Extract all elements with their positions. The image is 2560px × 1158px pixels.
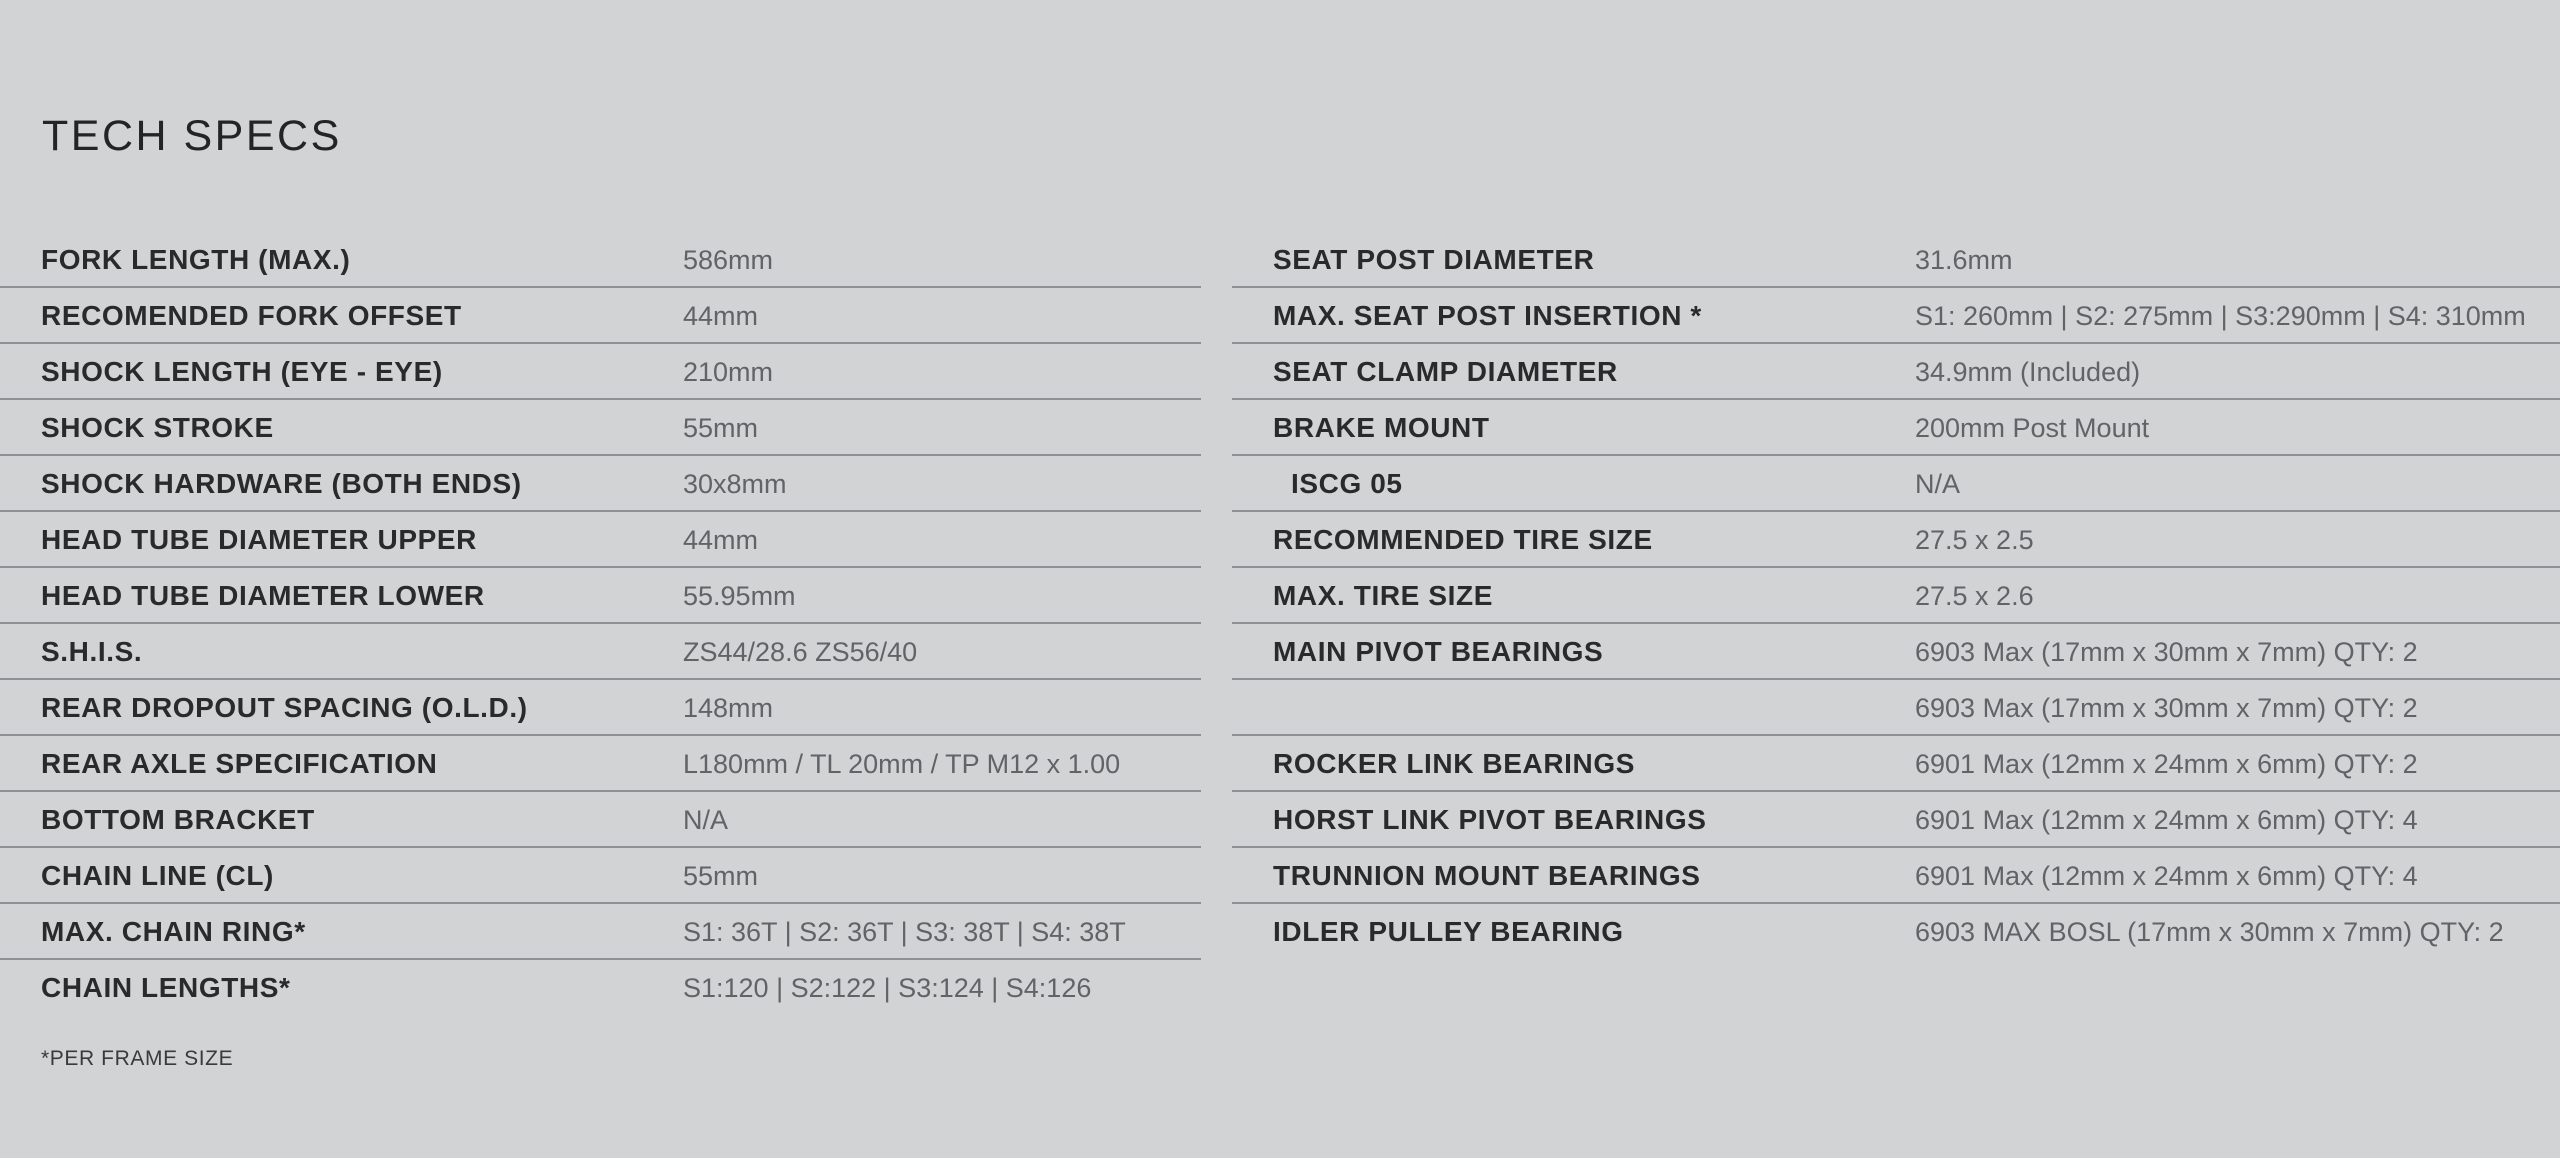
spec-label: SEAT CLAMP DIAMETER xyxy=(1273,356,1618,387)
spec-value: 34.9mm (Included) xyxy=(1915,357,2141,387)
spec-value: 6901 Max (12mm x 24mm x 6mm) QTY: 2 xyxy=(1915,749,2418,779)
spec-value: 31.6mm xyxy=(1915,245,2013,275)
spec-label: MAX. CHAIN RING* xyxy=(41,916,306,947)
spec-value: 30x8mm xyxy=(683,469,787,499)
spec-label: BRAKE MOUNT xyxy=(1273,412,1490,443)
spec-row-max-tire xyxy=(1232,568,2560,624)
spec-label: HORST LINK PIVOT BEARINGS xyxy=(1273,804,1707,835)
spec-value: 6903 Max (17mm x 30mm x 7mm) QTY: 2 xyxy=(1915,637,2418,667)
spec-label: REAR AXLE SPECIFICATION xyxy=(41,748,438,779)
spec-label: SHOCK HARDWARE (BOTH ENDS) xyxy=(41,468,522,499)
spec-row-shock-stroke xyxy=(0,400,1201,456)
spec-value: 586mm xyxy=(683,245,774,275)
spec-row-shock-hardware xyxy=(0,456,1201,512)
spec-row-horst-link-bearings xyxy=(1232,792,2560,848)
spec-row-fork-offset xyxy=(0,288,1201,344)
spec-label: SEAT POST DIAMETER xyxy=(1273,244,1595,275)
spec-row-shock-length xyxy=(0,344,1201,400)
spec-label: RECOMMENDED TIRE SIZE xyxy=(1273,524,1653,555)
spec-label: FORK LENGTH (MAX.) xyxy=(41,244,351,275)
spec-row-main-pivot-bearings-2 xyxy=(1232,680,2560,736)
spec-label: S.H.I.S. xyxy=(41,636,143,667)
spec-value: 210mm xyxy=(683,357,774,387)
spec-row-head-tube-lower xyxy=(0,568,1201,624)
spec-value: 55mm xyxy=(683,861,759,891)
spec-label: IDLER PULLEY BEARING xyxy=(1273,916,1624,947)
spec-value: 6901 Max (12mm x 24mm x 6mm) QTY: 4 xyxy=(1915,805,2418,835)
spec-value: 44mm xyxy=(683,525,759,555)
spec-value: 200mm Post Mount xyxy=(1915,413,2150,443)
spec-label: HEAD TUBE DIAMETER UPPER xyxy=(41,524,477,555)
spec-value: 148mm xyxy=(683,693,774,723)
spec-row-chain-line xyxy=(0,848,1201,904)
spec-value: 55mm xyxy=(683,413,759,443)
spec-row-main-pivot-bearings xyxy=(1232,624,2560,680)
spec-label: HEAD TUBE DIAMETER LOWER xyxy=(41,580,485,611)
spec-row-brake-mount xyxy=(1232,400,2560,456)
spec-value: L180mm / TL 20mm / TP M12 x 1.00 xyxy=(683,749,1121,779)
spec-label: MAX. TIRE SIZE xyxy=(1273,580,1493,611)
spec-row-rear-axle xyxy=(0,736,1201,792)
spec-label: BOTTOM BRACKET xyxy=(41,804,315,835)
spec-label: ROCKER LINK BEARINGS xyxy=(1273,748,1636,779)
spec-label: MAX. SEAT POST INSERTION * xyxy=(1273,300,1702,331)
spec-row-idler-pulley-bearing xyxy=(1232,904,2560,960)
spec-row-head-tube-upper xyxy=(0,512,1201,568)
spec-row-shis xyxy=(0,624,1201,680)
spec-label: RECOMENDED FORK OFFSET xyxy=(41,300,462,331)
spec-label: TRUNNION MOUNT BEARINGS xyxy=(1273,860,1701,891)
spec-value: 44mm xyxy=(683,301,759,331)
spec-label: SHOCK STROKE xyxy=(41,412,274,443)
spec-row-fork-length xyxy=(0,232,1201,288)
page-title: TECH SPECS xyxy=(42,112,342,160)
spec-row-iscg xyxy=(1232,456,2560,512)
spec-value: 55.95mm xyxy=(683,581,796,611)
specs-table-left xyxy=(0,232,1201,1016)
spec-row-max-chain-ring xyxy=(0,904,1201,960)
specs-table-right xyxy=(1232,232,2560,960)
spec-value: ZS44/28.6 ZS56/40 xyxy=(683,637,918,667)
spec-value: N/A xyxy=(1915,469,1961,499)
spec-label: ISCG 05 xyxy=(1291,468,1403,499)
spec-label: REAR DROPOUT SPACING (O.L.D.) xyxy=(41,692,528,723)
spec-row-chain-lengths xyxy=(0,960,1201,1016)
spec-row-seat-post-diameter xyxy=(1232,232,2560,288)
spec-row-recommended-tire xyxy=(1232,512,2560,568)
spec-label: MAIN PIVOT BEARINGS xyxy=(1273,636,1604,667)
spec-row-trunnion-mount-bearings xyxy=(1232,848,2560,904)
spec-row-rear-dropout-spacing xyxy=(0,680,1201,736)
spec-value: 6901 Max (12mm x 24mm x 6mm) QTY: 4 xyxy=(1915,861,2418,891)
spec-value: S1: 36T | S2: 36T | S3: 38T | S4: 38T xyxy=(683,917,1126,947)
spec-value: S1: 260mm | S2: 275mm | S3:290mm | S4: 310mm xyxy=(1915,301,2526,331)
spec-value: 27.5 x 2.6 xyxy=(1915,581,2034,611)
spec-value: 27.5 x 2.5 xyxy=(1915,525,2034,555)
spec-row-seat-clamp xyxy=(1232,344,2560,400)
spec-row-bottom-bracket xyxy=(0,792,1201,848)
spec-row-rocker-link-bearings xyxy=(1232,736,2560,792)
spec-label: CHAIN LINE (CL) xyxy=(41,860,274,891)
spec-label: SHOCK LENGTH (EYE - EYE) xyxy=(41,356,443,387)
spec-value: 6903 Max (17mm x 30mm x 7mm) QTY: 2 xyxy=(1915,693,2418,723)
footnote: *PER FRAME SIZE xyxy=(41,1047,234,1070)
spec-value: N/A xyxy=(683,805,729,835)
spec-value: 6903 MAX BOSL (17mm x 30mm x 7mm) QTY: 2 xyxy=(1915,917,2504,947)
spec-row-seat-post-insertion xyxy=(1232,288,2560,344)
spec-label: CHAIN LENGTHS* xyxy=(41,972,291,1003)
spec-value: S1:120 | S2:122 | S3:124 | S4:126 xyxy=(683,973,1092,1003)
